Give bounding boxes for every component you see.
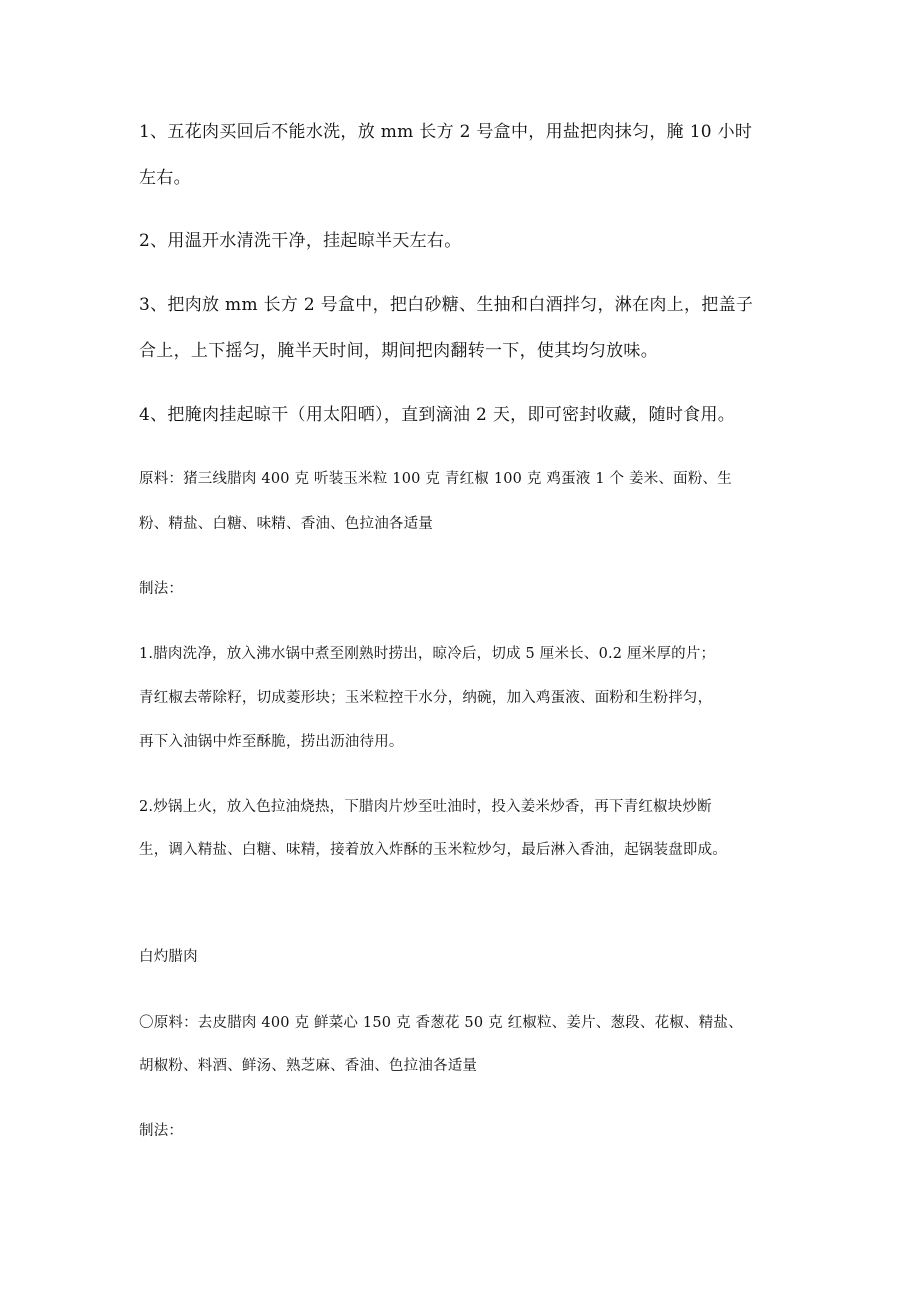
ingredients-2-line-1: 〇原料：去皮腊肉 400 克 鲜菜心 150 克 香葱花 50 克 红椒粒、姜片、葱段、花椒、精盐、	[139, 1015, 743, 1031]
ingredients-2-line-2: 胡椒粉、料酒、鲜汤、熟芝麻、香油、色拉油各适量	[139, 1058, 478, 1074]
recipe-title: 白灼腊肉	[139, 949, 198, 965]
step-1-line-2: 左右。	[139, 168, 191, 188]
method-2-line-1: 2.炒锅上火，放入色拉油烧热，下腊肉片炒至吐油时，投入姜米炒香，再下青红椒块炒断	[139, 799, 712, 815]
step-3-line-1: 3、把肉放 mm 长方 2 号盒中，把白砂糖、生抽和白酒拌匀，淋在肉上，把盖子	[139, 295, 754, 315]
method-2-line-2: 生，调入精盐、白糖、味精，接着放入炸酥的玉米粒炒匀，最后淋入香油，起锅装盘即成。	[139, 842, 727, 858]
ingredients-line-2: 粉、精盐、白糖、味精、香油、色拉油各适量	[139, 516, 433, 532]
method-1-line-1: 1.腊肉洗净，放入沸水锅中煮至刚熟时捞出，晾冷后，切成 5 厘米长、0.2 厘米厚的片；	[139, 646, 716, 662]
method-label-2: 制法：	[139, 1123, 184, 1139]
step-1-line-1: 1、五花肉买回后不能水洗，放 mm 长方 2 号盒中，用盐把肉抹匀，腌 10 小时	[139, 122, 753, 142]
step-3-line-2: 合上，上下摇匀，腌半天时间，期间把肉翻转一下，使其均匀放味。	[139, 341, 658, 361]
method-label: 制法：	[139, 581, 184, 597]
step-4-line-1: 4、把腌肉挂起晾干（用太阳晒），直到滴油 2 天，即可密封收藏，随时食用。	[139, 405, 736, 425]
ingredients-line-1: 原料：猪三线腊肉 400 克 听装玉米粒 100 克 青红椒 100 克 鸡蛋液 1 个 姜米、面粉、生	[139, 471, 732, 487]
step-2-line-1: 2、用温开水清洗干净，挂起晾半天左右。	[139, 231, 462, 251]
method-1-line-2: 青红椒去蒂除籽，切成菱形块；玉米粒控干水分，纳碗，加入鸡蛋液、面粉和生粉拌匀，	[139, 690, 713, 706]
method-1-line-3: 再下入油锅中炸至酥脆，捞出沥油待用。	[139, 734, 404, 750]
